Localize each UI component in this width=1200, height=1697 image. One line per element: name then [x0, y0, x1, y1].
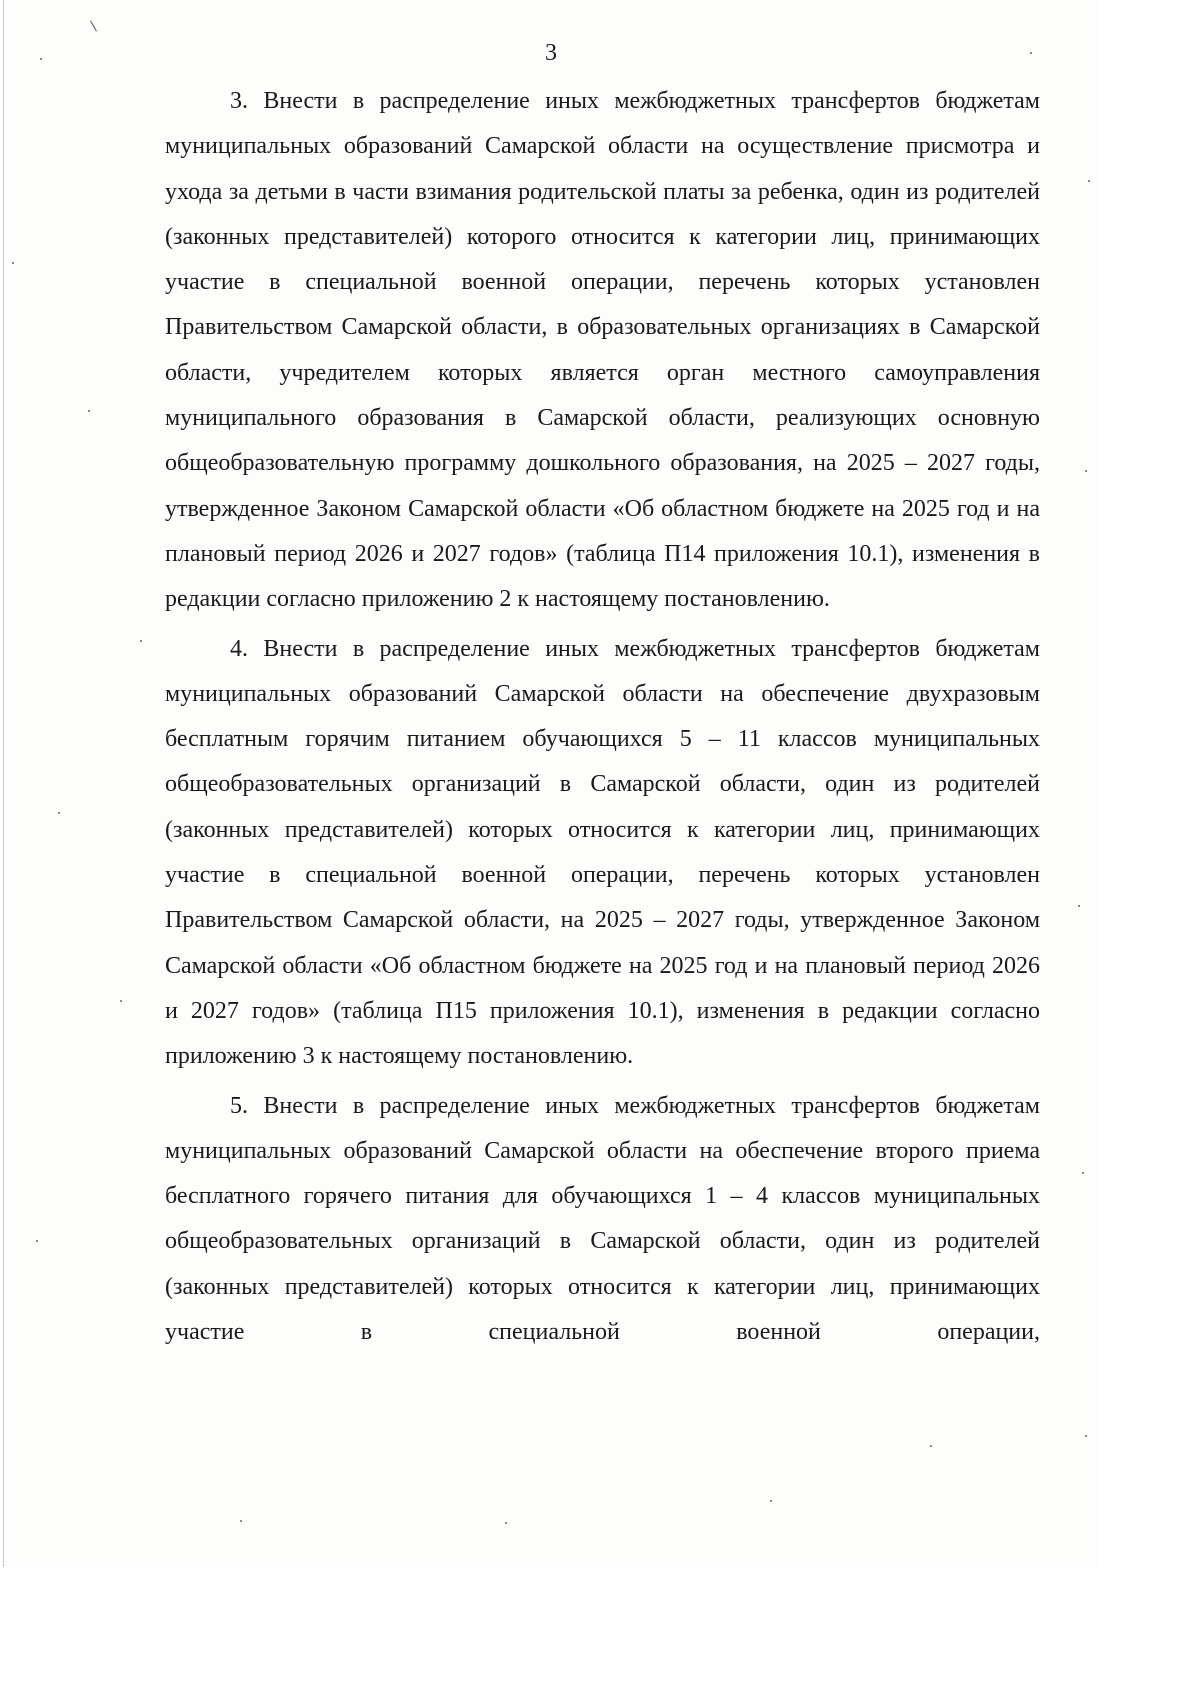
scan-speck	[1085, 1435, 1087, 1437]
scan-speck	[770, 1500, 772, 1502]
scan-speck	[505, 1522, 507, 1524]
paragraph-3: 3. Внести в распределение иных межбюджетных трансфертов бюджетам муниципальных образований Самарской области на осуществление присмотра и ухода за детьми в части взимания родительской платы за ребенка, один из родителей (законных представителей) которого относится к категории лиц, принимающих участие в специальной военной операции, перечень которых установлен Правительством Самарской области, в образовательных организациях в Самарской области, учредителем которых является орган местного самоуправления муниципального образования в Самарской области, реализующих основную общеобразовательную программу дошкольного образования, на 2025 – 2027 годы, утвержденное Законом Самарской области «Об областном бюджете на 2025 год и на плановый период 2026 и 2027 годов» (таблица П14 приложения 10.1), изменения в редакции согласно приложению 2 к настоящему постановлению.	[165, 88, 1040, 613]
scan-edge-line	[3, 0, 4, 1567]
paragraph-4: 4. Внести в распределение иных межбюджетных трансфертов бюджетам муниципальных образований Самарской области на обеспечение двухразовым бесплатным горячим питанием обучающихся 5 – 11 классов муниципальных общеобразовательных организаций в Самарской области, один из родителей (законных представителей) которых относится к категории лиц, принимающих участие в специальной военной операции, перечень которых установлен Правительством Самарской области, на 2025 – 2027 годы, утвержденное Законом Самарской области «Об областном бюджете на 2025 год и на плановый период 2026 и 2027 годов» (таблица П15 приложения 10.1), изменения в редакции согласно приложению 3 к настоящему постановлению.	[165, 635, 1040, 1070]
scan-speck	[88, 410, 90, 412]
scan-speck	[1030, 52, 1032, 54]
scan-speck	[120, 1000, 122, 1002]
scan-speck	[36, 1240, 38, 1242]
scan-speck	[140, 640, 142, 642]
document-body	[165, 79, 1040, 1355]
scan-speck	[1088, 180, 1090, 182]
scan-speck	[1078, 905, 1080, 907]
scan-speck	[58, 812, 60, 814]
scan-speck	[240, 1520, 242, 1522]
scan-speck	[930, 1445, 932, 1447]
scan-speck	[1085, 470, 1087, 472]
scan-mark	[90, 21, 97, 32]
paragraph-5: 5. Внести в распределение иных межбюджетных трансфертов бюджетам муниципальных образований Самарской области на обеспечение второго приема бесплатного горячего питания для обучающихся 1 – 4 классов муниципальных общеобразовательных организаций в Самарской области, один из родителей (законных представителей) которых относится к категории лиц, принимающих участие в специальной военной операции,	[165, 1092, 1040, 1346]
page-number: 3	[545, 40, 557, 66]
scan-speck	[12, 262, 14, 264]
scan-speck	[40, 58, 42, 60]
scan-speck	[1082, 1172, 1084, 1174]
